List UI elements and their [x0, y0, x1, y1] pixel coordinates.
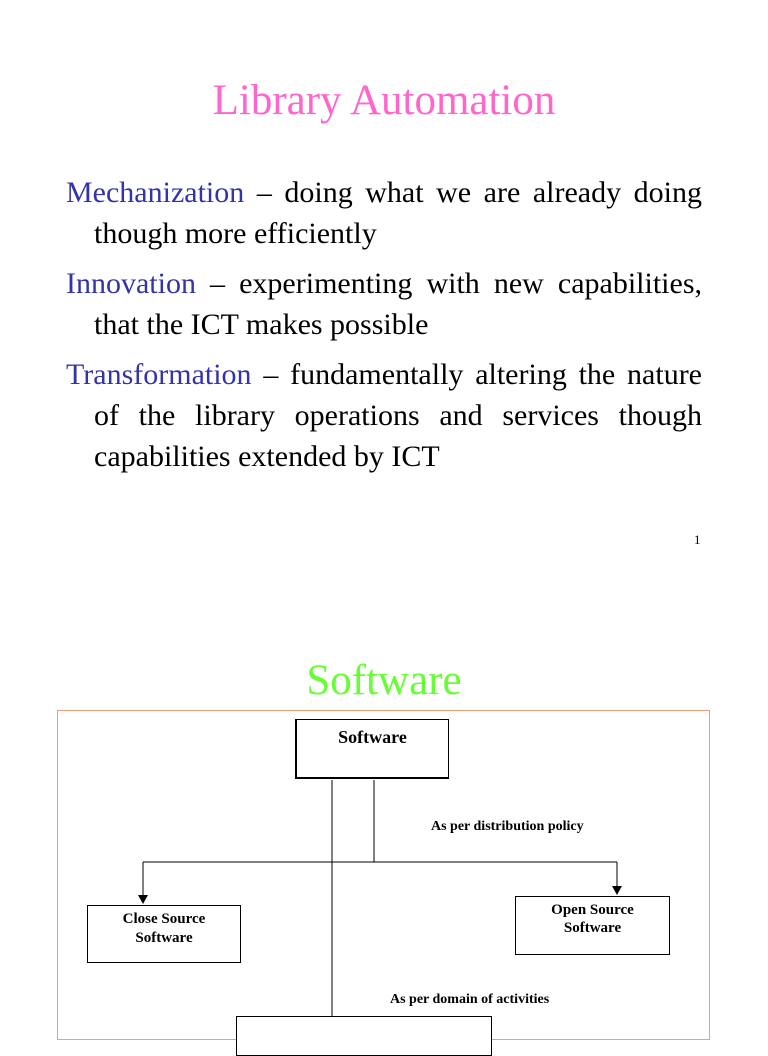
node-label: Close Source — [122, 911, 206, 927]
diagram-frame — [57, 710, 710, 1040]
node-open-source — [515, 896, 670, 955]
bullet-mechanization — [66, 172, 702, 254]
node-domain-box — [236, 1016, 492, 1056]
node-label: Open Source — [551, 902, 634, 918]
node-software — [295, 719, 449, 779]
bullet-text: – fundamentally altering the nature of the library operations and services though capabilities extended by ICT — [94, 358, 702, 473]
node-label: Software — [135, 930, 193, 946]
arrow-head-right — [612, 886, 622, 895]
slide-title: Library Automation — [212, 77, 556, 124]
bullet-term: Transformation — [66, 358, 252, 391]
bullet-term: Mechanization — [66, 176, 245, 209]
node-label: Software — [563, 920, 622, 936]
label-domain-activities: As per domain of activities — [390, 992, 550, 1007]
label-distribution-policy: As per distribution policy — [431, 819, 584, 834]
bullet-text: – experimenting with new capabilities, that the ICT makes possible — [94, 267, 702, 341]
bullet-transformation — [66, 354, 702, 477]
node-close-source — [87, 905, 241, 963]
bullet-text: – doing what we are already doing though more efficiently — [94, 176, 702, 250]
node-label: Software — [338, 727, 407, 747]
bullet-list — [66, 172, 702, 486]
slide-software — [0, 600, 768, 1024]
page-number: 1 — [694, 532, 701, 547]
bullet-innovation — [66, 263, 702, 345]
slide-title: Software — [306, 657, 462, 704]
bullet-term: Innovation — [66, 267, 196, 300]
arrow-head-left — [138, 895, 148, 904]
